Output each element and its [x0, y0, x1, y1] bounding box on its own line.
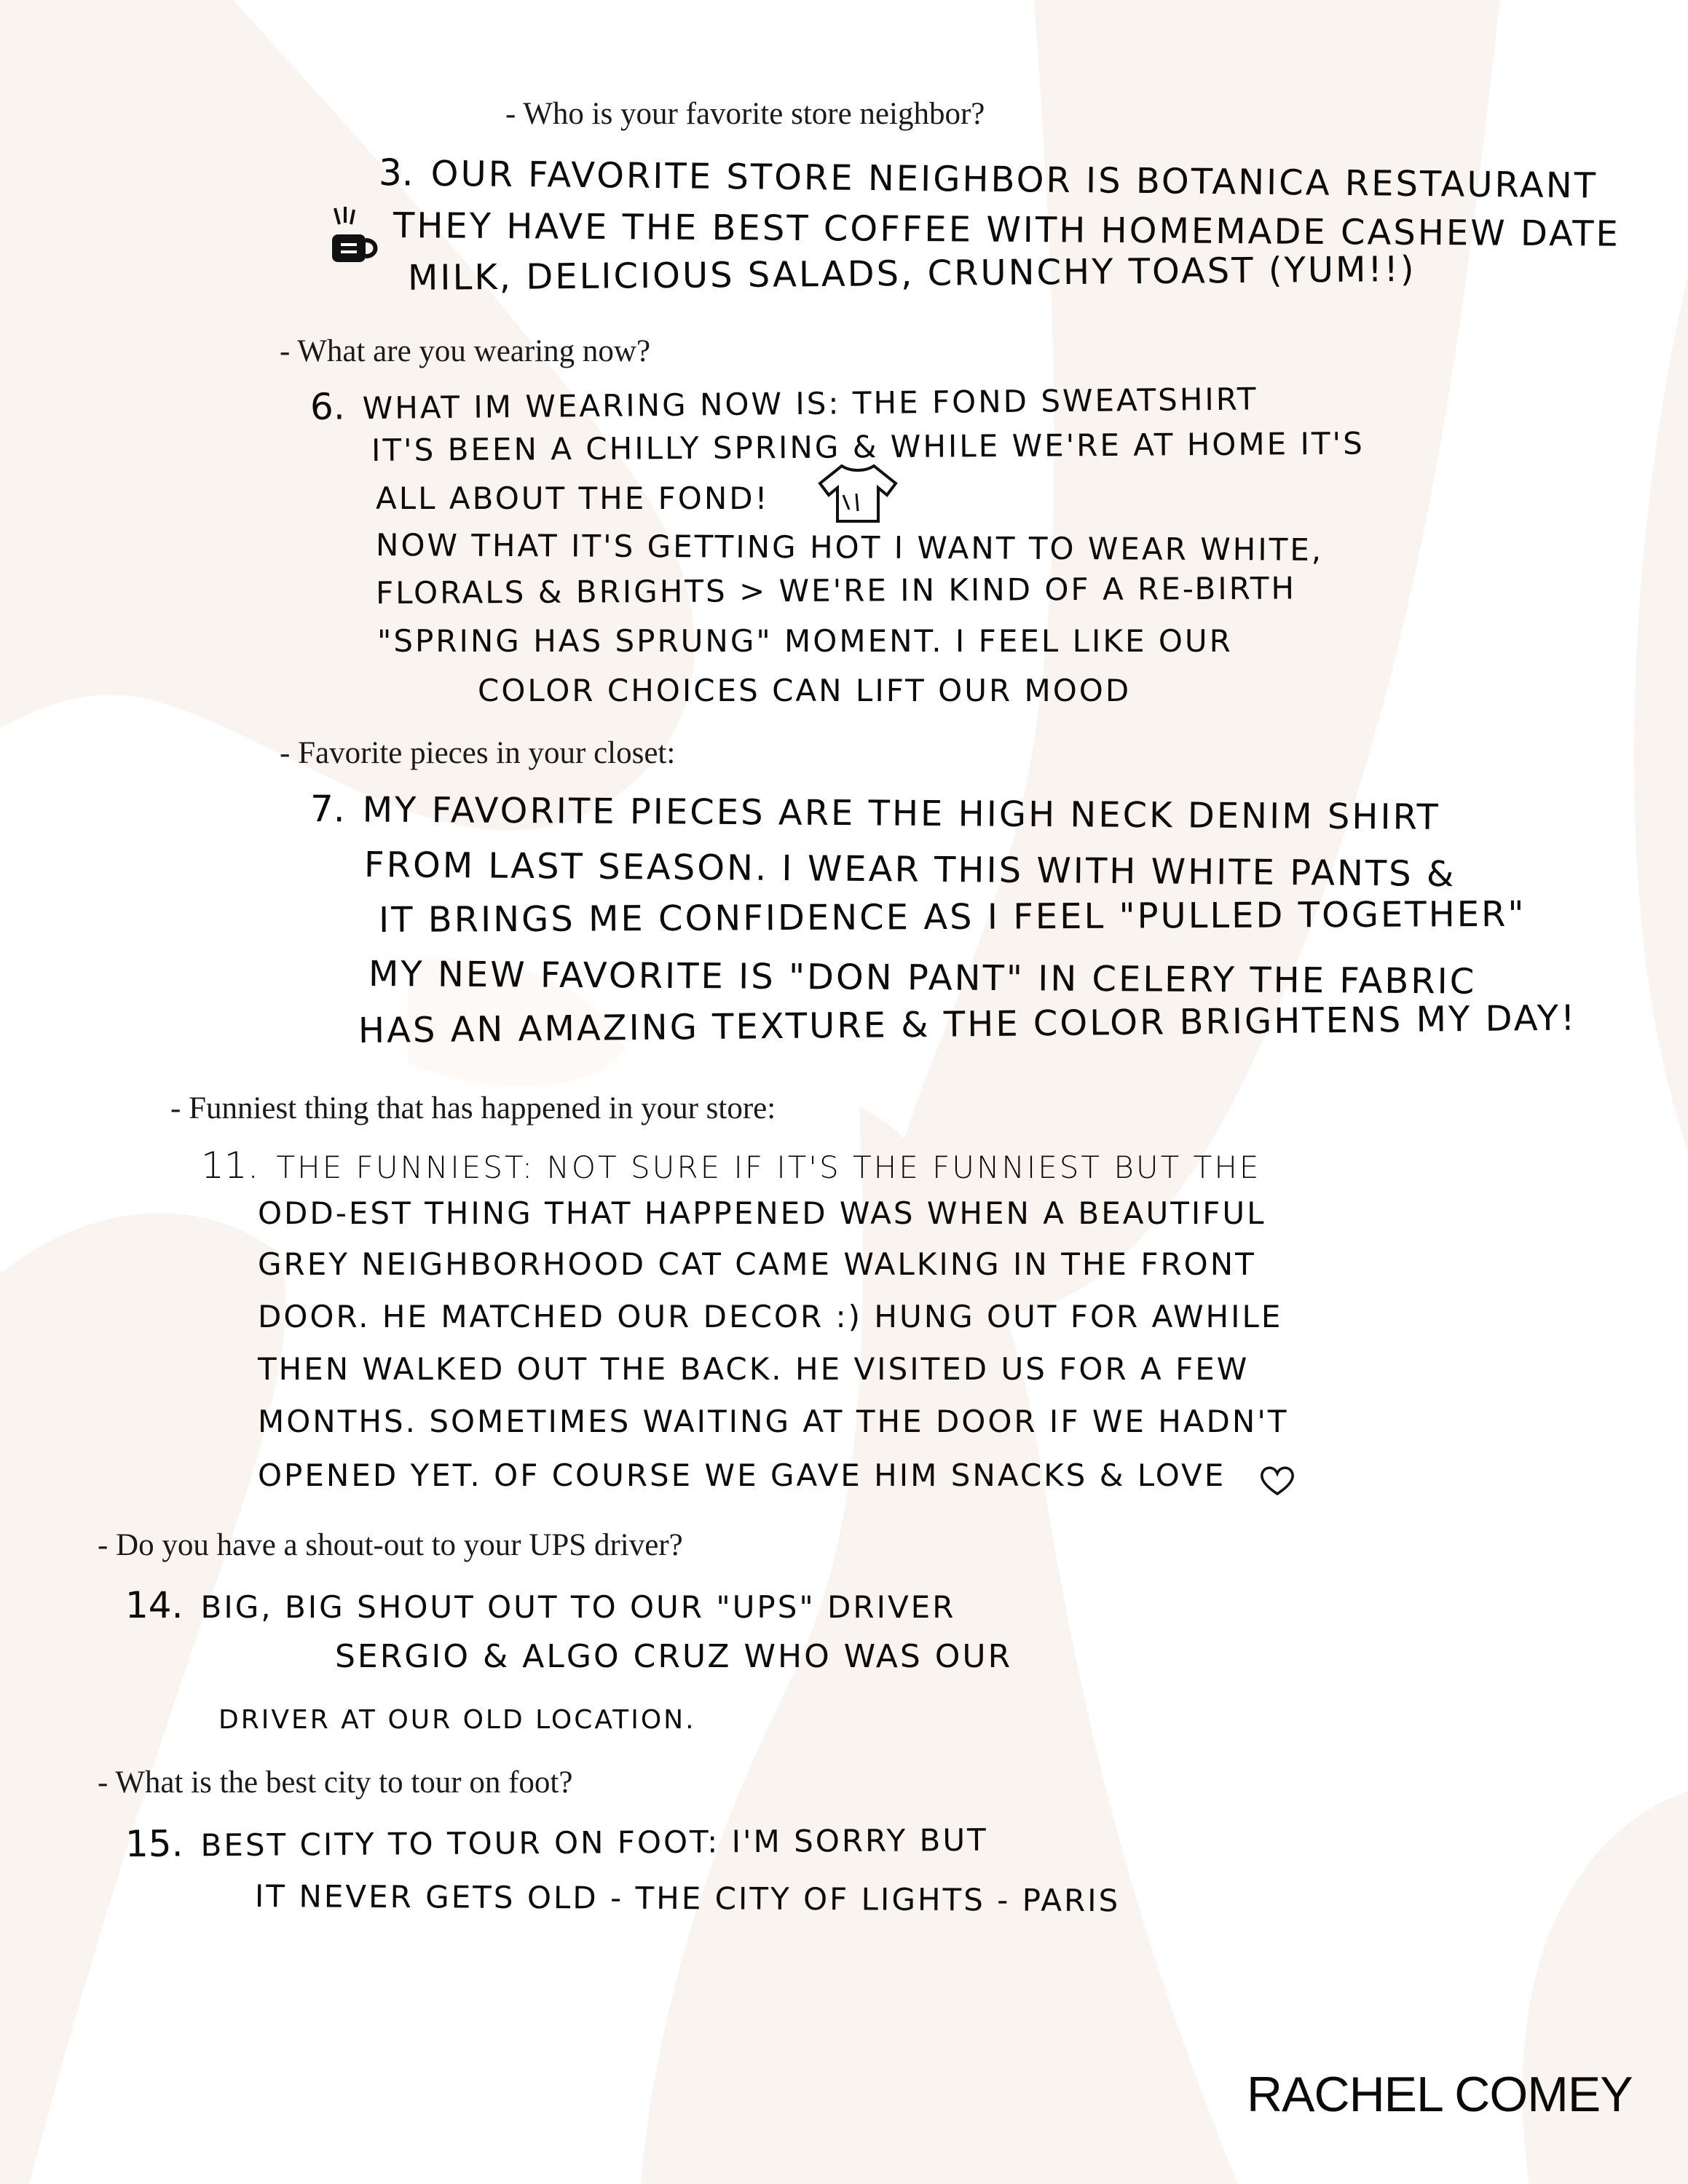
answer-6-line-2: IT'S BEEN A CHILLY SPRING & WHILE WE'RE AT HOME IT'S	[371, 425, 1365, 468]
answer-11-line-7: OPENED YET. OF COURSE WE GAVE HIM SNACKS & LOVE	[258, 1457, 1226, 1493]
answer-11-line-3: GREY NEIGHBORHOOD CAT CAME WALKING IN THE FRONT	[258, 1246, 1256, 1282]
answer-11-line-5: THEN WALKED OUT THE BACK. HE VISITED US FOR A FEW	[258, 1351, 1250, 1387]
question-favorite-store-neighbor: - Who is your favorite store neighbor?	[505, 97, 985, 131]
answer-11-line-6: MONTHS. SOMETIMES WAITING AT THE DOOR IF WE HADN'T	[258, 1404, 1289, 1439]
answer-14-line-3: DRIVER AT OUR OLD LOCATION.	[218, 1705, 696, 1735]
question-best-city-on-foot: - What is the best city to tour on foot?	[98, 1765, 573, 1800]
coffee-cup-icon	[320, 202, 386, 268]
answer-14-number: 14.	[125, 1584, 184, 1626]
answer-6-number: 6.	[309, 385, 346, 428]
answer-15-line-2: IT NEVER GETS OLD - THE CITY OF LIGHTS - PARIS	[254, 1878, 1121, 1919]
answer-7-text-1: MY FAVORITE PIECES ARE THE HIGH NECK DENIM SHIRT	[362, 789, 1440, 838]
answer-7-number: 7.	[309, 788, 345, 831]
answer-3-line-3: MILK, DELICIOUS SALADS, CRUNCHY TOAST (YUM!!)	[407, 248, 1416, 298]
answer-6-line-7: COLOR CHOICES CAN LIFT OUR MOOD	[478, 673, 1132, 708]
answer-11-line-4: DOOR. HE MATCHED OUR DECOR :) HUNG OUT FOR AWHILE	[258, 1299, 1283, 1334]
answer-14-text-1: BIG, BIG SHOUT OUT TO OUR "UPS" DRIVER	[200, 1589, 956, 1625]
question-ups-shout-out: - Do you have a shout-out to your UPS driver?	[98, 1528, 683, 1562]
answer-6-line-6: "SPRING HAS SPRUNG" MOMENT. I FEEL LIKE OUR	[377, 623, 1233, 659]
answer-14-line-2: SERGIO & ALGO CRUZ WHO WAS OUR	[335, 1638, 1013, 1675]
answer-3-text-1: OUR FAVORITE STORE NEIGHBOR IS BOTANICA RESTAURANT	[430, 153, 1598, 207]
answer-11-line-2: ODD-EST THING THAT HAPPENED WAS WHEN A BEAUTIFUL	[258, 1195, 1266, 1231]
answer-7-line-3: IT BRINGS ME CONFIDENCE AS I FEEL "PULLED TOGETHER"	[378, 893, 1526, 941]
answer-6-line-3: ALL ABOUT THE FOND!	[376, 480, 770, 516]
answer-6-text-1: WHAT IM WEARING NOW IS: THE FOND SWEATSHIRT	[362, 381, 1258, 427]
answer-11-text-1: THE FUNNIEST: NOT SURE IF IT'S THE FUNNIEST BUT THE	[276, 1150, 1261, 1185]
rachel-comey-logo: RACHEL COMEY	[1247, 2067, 1633, 2122]
answer-15-number: 15.	[125, 1822, 184, 1865]
question-funniest-thing: - Funniest thing that has happened in your store:	[170, 1091, 776, 1125]
answer-6-line-4: NOW THAT IT'S GETTING HOT I WANT TO WEAR WHITE,	[375, 527, 1324, 568]
answer-11-number: 11.	[201, 1144, 259, 1187]
heart-icon	[1258, 1463, 1296, 1497]
answer-7-line-4: MY NEW FAVORITE IS "DON PANT" IN CELERY THE FABRIC	[368, 954, 1477, 1002]
answer-15-line-1	[125, 1817, 988, 1865]
question-favorite-pieces: - Favorite pieces in your closet:	[280, 736, 676, 770]
answer-15-text-1: BEST CITY TO TOUR ON FOOT: I'M SORRY BUT	[200, 1821, 988, 1864]
answer-7-line-2: FROM LAST SEASON. I WEAR THIS WITH WHITE PANTS &	[363, 844, 1456, 895]
answer-3-line-2: THEY HAVE THE BEST COFFEE WITH HOMEMADE CASHEW DATE	[393, 205, 1621, 255]
answer-14-line-1	[125, 1584, 955, 1626]
answer-7-line-1	[310, 788, 1440, 838]
answer-11-line-1	[201, 1144, 1261, 1187]
sweatshirt-icon	[814, 459, 902, 524]
answer-3-number: 3.	[378, 151, 414, 194]
answer-7-line-5: HAS AN AMAZING TEXTURE & THE COLOR BRIGHTENS MY DAY!	[358, 997, 1577, 1051]
question-what-are-you-wearing: - What are you wearing now?	[280, 334, 651, 368]
answer-6-line-5: FLORALS & BRIGHTS > WE'RE IN KIND OF A RE-BIRTH	[375, 570, 1297, 611]
